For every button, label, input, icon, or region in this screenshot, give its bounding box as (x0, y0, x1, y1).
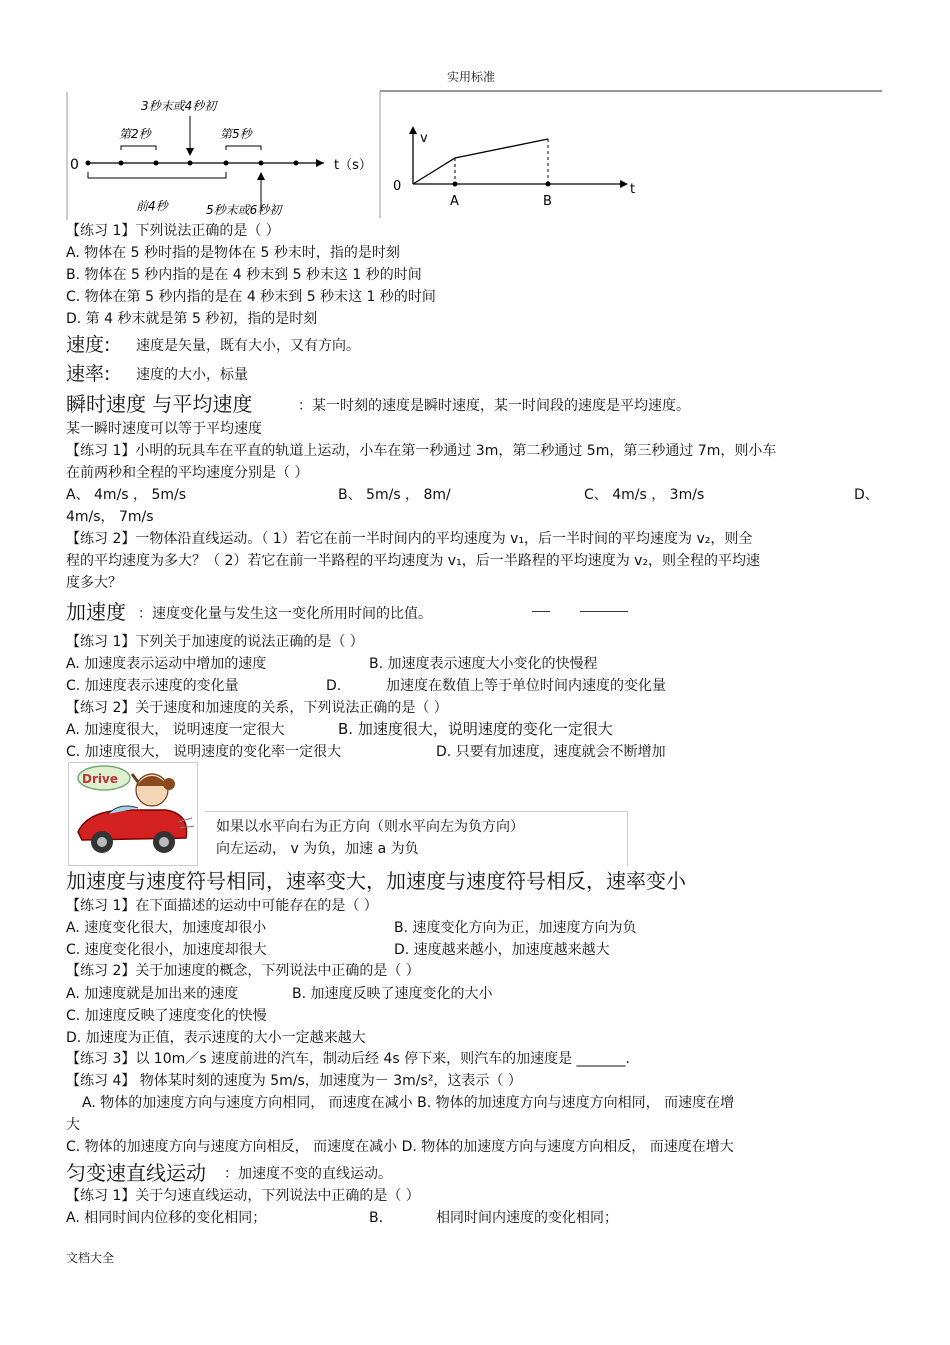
instantaneous-text: ：某一时刻的速度是瞬时速度，某一时间段的速度是平均速度。 (298, 398, 690, 414)
uniform-motion-title: 匀变速直线运动 (66, 1161, 206, 1185)
exercise-question: 度多大？ (66, 575, 122, 591)
car-illustration (68, 762, 198, 866)
answer-option: B. 加速度表示速度大小变化的快慢程 (369, 656, 598, 672)
answer-option: B、 5m/s ， 8m/ (338, 487, 451, 503)
page-footer: 文档大全 (66, 1251, 115, 1265)
speed-title: 速度: (66, 334, 111, 356)
rule-heading: 加速度与速度符号相同，速率变大，加速度与速度符号相反，速率变小 (66, 869, 686, 893)
uniform-motion-text: ：加速度不变的直线运动。 (224, 1166, 392, 1182)
exercise-question: 程的平均速度为多大？（ 2）若它在前一半路程的平均速度为 v₁，后一半路程的平均速度为 v₂，则全程的平均速 (66, 553, 761, 569)
vt-point-b: B (543, 194, 552, 209)
answer-option: 加速度在数值上等于单位时间内速度的变化量 (386, 678, 666, 694)
timeline-figure (66, 92, 380, 222)
vt-graph (378, 90, 884, 220)
timeline-label-sec2: 第2秒 (119, 127, 151, 141)
acceleration-title: 加速度 (66, 600, 126, 624)
exercise-question: 【练习 2】关于速度和加速度的关系，下列说法正确的是（ ） (66, 700, 448, 716)
answer-option: D. 加速度为正值，表示速度的大小一定越来越大 (66, 1030, 366, 1046)
vt-point-a: A (450, 194, 459, 209)
timeline-axis-label: t（s） (334, 158, 372, 173)
answer-option: D. 第 4 秒末就是第 5 秒初，指的是时刻 (66, 311, 318, 327)
answer-option: 相同时间内速度的变化相同； (436, 1210, 618, 1226)
answer-option: D. 只要有加速度，速度就会不断增加 (436, 744, 666, 760)
answer-option: C、 4m/s ， 3m/s (584, 487, 705, 503)
answer-option: C. 加速度反映了速度变化的快慢 (66, 1008, 267, 1024)
answer-option: B. 加速度反映了速度变化的大小 (292, 986, 493, 1002)
answer-option: C. 物体的加速度方向与速度方向相反， 而速度在减小 D. 物体的加速度方向与速度方向相反， 而速度在增大 (66, 1139, 734, 1155)
answer-option: A. 加速度表示运动中增加的速度 (66, 656, 267, 672)
timeline-label-end5: 5秒末或6秒初 (206, 203, 282, 217)
answer-option: A. 速度变化很大，加速度却很小 (66, 920, 267, 936)
exercise-question: 【练习 4】 物体某时刻的速度为 5m/s，加速度为－ 3m/s²，这表示（ ） (66, 1073, 522, 1089)
timeline-zero: 0 (70, 157, 79, 173)
direction-note-line2: 向左运动， v 为负，加速 a 为负 (216, 841, 419, 857)
timeline-label-sec5: 第5秒 (220, 127, 252, 141)
exercise-question: 【练习 3】以 10m／s 速度前进的汽车，制动后经 4s 停下来，则汽车的加速度是 _______. (66, 1051, 631, 1067)
exercise-question: 【练习 1】小明的玩具车在平直的轨道上运动，小车在第一秒通过 3m，第二秒通过 5m，第三秒通过 7m，则小车 (66, 443, 777, 459)
answer-option: A. 加速度就是加出来的速度 (66, 986, 239, 1002)
answer-option: A. 物体的加速度方向与速度方向相同， 而速度在减小 B. 物体的加速度方向与速度方向相同， 而速度在增 (82, 1095, 735, 1111)
direction-note-line1: 如果以水平向右为正方向（则水平向左为负方向） (216, 819, 524, 835)
answer-option: B. 物体在 5 秒内指的是在 4 秒末到 5 秒末这 1 秒的时间 (66, 267, 422, 283)
vt-y-label: v (420, 131, 428, 146)
timeline-label-top: 3秒末或4秒初 (141, 99, 217, 113)
answer-option: D. (326, 678, 342, 694)
exercise-question: 在前两秒和全程的平均速度分别是（ ） (66, 465, 309, 481)
vt-origin: 0 (393, 179, 402, 194)
instantaneous-line2: 某一瞬时速度可以等于平均速度 (66, 421, 262, 437)
exercise-question: 【练习 2】一物体沿直线运动。（ 1）若它在前一半时间内的平均速度为 v₁，后一半时间的平均速度为 v₂，则全 (66, 531, 753, 547)
page-header: 实用标准 (447, 70, 496, 84)
exercise-question: 【练习 1】下列关于加速度的说法正确的是（ ） (66, 634, 364, 650)
instantaneous-title: 瞬时速度 与平均速度 (66, 392, 253, 416)
answer-option: C. 物体在第 5 秒内指的是在 4 秒末到 5 秒末这 1 秒的时间 (66, 289, 436, 305)
answer-option: B. (369, 1210, 384, 1226)
answer-option: B. 速度变化方向为正，加速度方向为负 (394, 920, 637, 936)
timeline-label-first4: 前4秒 (136, 199, 168, 213)
rate-title: 速率: (66, 363, 111, 385)
vt-x-label: t (630, 182, 636, 197)
answer-option: D. 速度越来越小，加速度越来越大 (394, 942, 610, 958)
acceleration-text: ：速度变化量与发生这一变化所用时间的比值。 (138, 606, 432, 622)
answer-option: A. 加速度很大， 说明速度一定很大 (66, 722, 285, 738)
drive-sign: Drive (82, 772, 118, 786)
answer-option: A. 物体在 5 秒时指的是物体在 5 秒末时，指的是时刻 (66, 245, 400, 261)
rate-text: 速度的大小，标量 (136, 367, 248, 383)
answer-option: C. 加速度很大， 说明速度的变化率一定很大 (66, 744, 342, 760)
exercise-question: 【练习 1】在下面描述的运动中可能存在的是（ ） (66, 898, 378, 914)
answer-option: A. 相同时间内位移的变化相同； (66, 1210, 267, 1226)
exercise-question: 【练习 1】下列说法正确的是（ ） (66, 223, 280, 239)
speed-text: 速度是矢量，既有大小，又有方向。 (136, 338, 360, 354)
answer-option: C. 速度变化很小，加速度却很大 (66, 942, 267, 958)
answer-option: B. 加速度很大，说明速度的变化一定很大 (338, 720, 613, 738)
exercise-question: 【练习 2】关于加速度的概念，下列说法中正确的是（ ） (66, 963, 420, 979)
answer-option: D、 (854, 487, 879, 503)
answer-option: 大 (66, 1117, 80, 1133)
exercise-question: 【练习 1】关于匀速直线运动，下列说法中正确的是（ ） (66, 1188, 420, 1204)
answer-option: C. 加速度表示速度的变化量 (66, 678, 239, 694)
answer-option: A、 4m/s ， 5m/s (66, 487, 187, 503)
answer-option: 4m/s， 7m/s (66, 509, 154, 525)
